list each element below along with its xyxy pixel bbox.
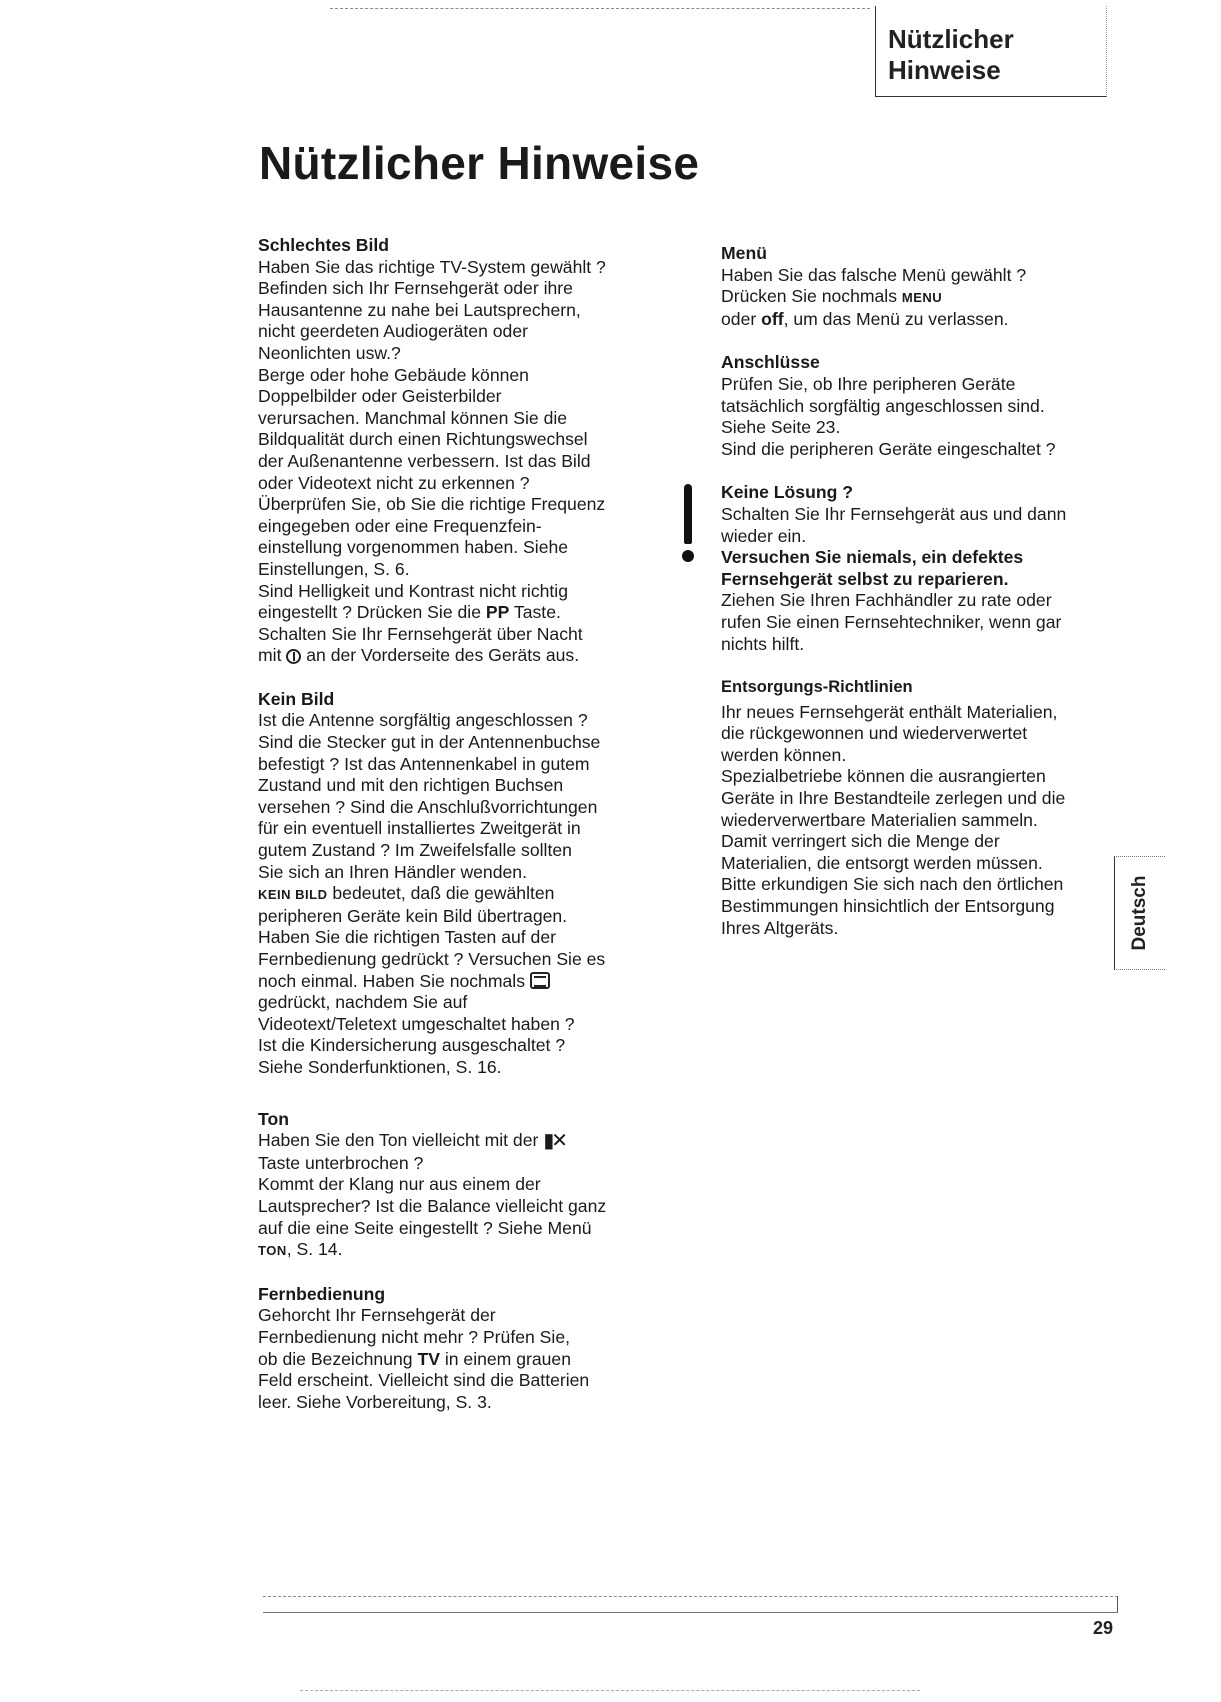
section-kein-bild [258, 689, 678, 1079]
text-run: Ist die Antenne sorgfältig angeschlossen ? Sind die Stecker gut in der Antennenbuchse befestigt ? Ist das Antennenkabel in gutem Zustand und mit den richtigen Buchsen versehen ? Sind die Anschlußvorrichtungen für ein eventuell installiertes Zweitgerät in gutem Zustand ? Im Zweifelsfalle sollten Sie sich an Ihren Händler wenden. [258, 710, 601, 882]
bottom-rule-2 [263, 1612, 1118, 1613]
section-heading: Fernbedienung [258, 1283, 386, 1304]
warning-bar [684, 484, 692, 544]
section-text [258, 257, 678, 667]
language-side-tab-label: Deutsch [1129, 875, 1150, 951]
section-entsorgung [721, 677, 1121, 939]
text-run: , um das Menü zu verlassen. [783, 308, 1009, 329]
text-run: oder [721, 308, 757, 329]
section-text [258, 710, 678, 1078]
mute-icon: ▮✕ [543, 1130, 566, 1153]
kein-bild-label: KEIN BILD [258, 887, 328, 903]
section-heading: Schlechtes Bild [258, 235, 390, 255]
header-label [888, 24, 1014, 86]
section-text: Schalten Sie Ihr Fernsehgerät aus und dann wieder ein. [721, 503, 1067, 546]
power-icon [286, 649, 301, 664]
section-text: Prüfen Sie, ob Ihre peripheren Geräte tatsächlich sorgfältig angeschlossen sind. Siehe Seite 23. Sind die peripheren Geräte eingeschaltet ? [721, 373, 1056, 459]
header-label-line1: Nützlicher [888, 24, 1014, 54]
section-text [258, 1130, 678, 1262]
section-text [258, 1305, 678, 1413]
section-heading: Menü [721, 243, 767, 263]
section-text: Ihr neues Fernsehgerät enthält Materialien, die rückgewonnen und wiederverwertet werden können. Spezialbetriebe können die ausrangierten Geräte in Ihre Bestandteile zerlegen und die wiederverwertbare Materialien sammeln. Damit verringert sich die Menge der Materialien, die entsorgt werden müssen. Bitte erkundigen Sie sich nach den örtlichen Bestimmungen hinsichtlich der Entsorgung Ihres Altgeräts. [721, 701, 1066, 938]
section-fernbedienung [258, 1284, 678, 1414]
section-menu [721, 243, 1121, 330]
section-text [721, 265, 1121, 331]
warning-text: Versuchen Sie niemals, ein defektes Fernsehgerät selbst zu reparieren. [721, 547, 1024, 589]
section-keine-loesung [721, 482, 1121, 655]
text-run: , S. 14. [286, 1239, 343, 1260]
text-run: Gehorcht Ihr Fernsehgerät der Fernbedienung nicht mehr ? Prüfen Sie, ob die Bezeichnung [258, 1305, 570, 1369]
section-anschluesse [721, 352, 1121, 460]
section-text: Ziehen Sie Ihren Fachhändler zu rate oder rufen Sie einen Fernsehtechniker, wenn gar nichts hilft. [721, 590, 1062, 654]
section-heading: Ton [258, 1108, 289, 1129]
text-run: Taste. Schalten Sie Ihr Fernsehgerät über Nacht mit [258, 602, 583, 666]
section-ton [258, 1109, 678, 1262]
text-run: an der Vorderseite des Geräts aus. [301, 645, 580, 666]
page-number: 29 [1093, 1618, 1114, 1638]
section-heading: Entsorgungs-Richtlinien [721, 678, 913, 697]
section-heading: Anschlüsse [721, 352, 820, 373]
text-run: bedeutet, daß die gewählten peripheren Geräte kein Bild übertragen. Haben Sie die richtigen Tasten auf der Fernbedienung gedrückt ? Versuchen Sie es noch einmal. Haben Sie nochmals [258, 883, 606, 991]
bottom-rule-1 [263, 1596, 1118, 1597]
off-key-label: off [761, 308, 784, 329]
pp-key-label: PP [485, 602, 510, 623]
text-run: in einem grauen Feld erscheint. Vielleicht sind die Batterien leer. Siehe Vorbereitung, S. 3. [258, 1348, 590, 1412]
section-heading: Keine Lösung ? [721, 482, 853, 503]
right-column [721, 243, 1121, 961]
ton-menu-label: TON [258, 1243, 287, 1259]
bottom-rule-tick [1117, 1596, 1118, 1612]
header-box [875, 6, 1107, 97]
menu-key-label: MENU [901, 290, 943, 306]
teletext-icon [530, 972, 550, 989]
header-label-line2: Hinweise [888, 55, 1001, 85]
text-run: Haben Sie den Ton vielleicht mit der [258, 1130, 544, 1151]
text-run: Haben Sie das richtige TV-System gewählt ? Befinden sich Ihr Fernsehgerät oder ihre Hausantenne zu nahe bei Lautsprechern, nicht geerdeten Audiogeräten oder Neonlichten usw.? Berge oder hohe Gebäude können Doppelbilder oder Geisterbilder verursachen. Manchmal können Sie die Bildqualität durch einen Richtungswechsel der Außenantenne verbessern. Ist das Bild oder Videotext nicht zu erkennen ? Überprüfen Sie, ob Sie die richtige Frequenz eingegeben oder eine Frequenzfein- einstellung vorgenommen haben. Siehe Einstellungen, S. 6. Sind Helligkeit und Kontrast nicht richtig eingestellt ? Drücken Sie die [258, 256, 606, 623]
text-run: Haben Sie das falsche Menü gewählt ? Drücken Sie nochmals [721, 264, 1027, 307]
warning-bullet-icon [682, 550, 694, 562]
top-rule [330, 8, 870, 9]
footer-rule [300, 1690, 920, 1691]
text-run: gedrückt, nachdem Sie auf Videotext/Teletext umgeschaltet haben ? Ist die Kindersicherung ausgeschaltet ? Siehe Sonderfunktionen, S. 16. [258, 992, 575, 1077]
page-title: Nützlicher Hinweise [259, 137, 700, 189]
tv-label: TV [417, 1348, 440, 1369]
text-run: Taste unterbrochen ? Kommt der Klang nur aus einem der Lautsprecher? Ist die Balance vielleicht ganz auf die eine Seite eingestellt ? Siehe Menü [258, 1152, 607, 1238]
warning-exclamation-icon [681, 484, 697, 560]
section-schlechtes-bild [258, 235, 678, 667]
section-heading: Kein Bild [258, 688, 335, 709]
language-side-tab [1114, 856, 1165, 970]
left-column [258, 235, 678, 1435]
